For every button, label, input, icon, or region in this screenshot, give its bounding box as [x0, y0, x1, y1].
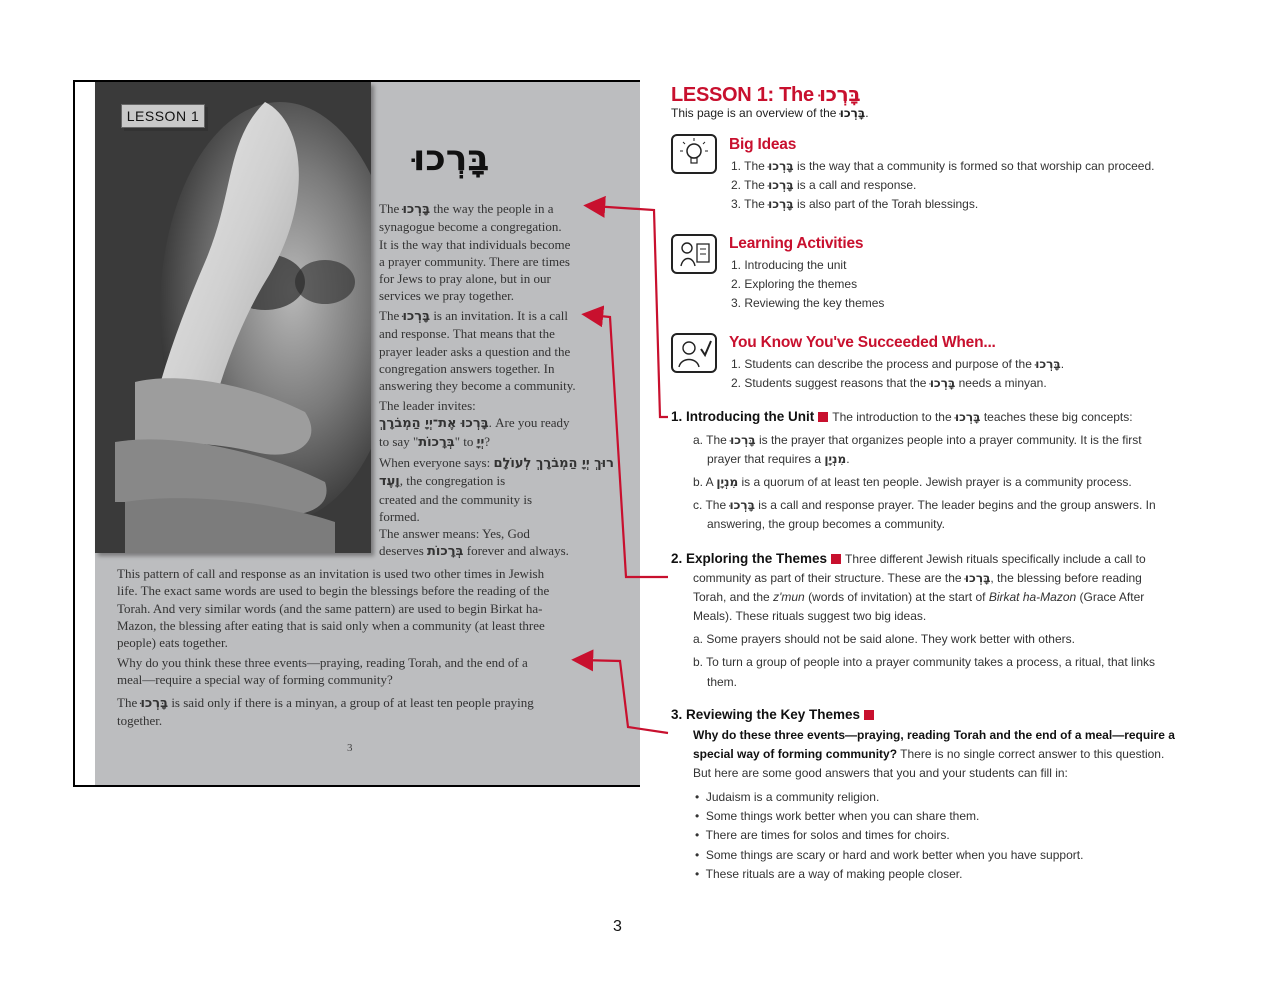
- student-last-paragraph: [117, 694, 534, 730]
- student-paragraph-bottom: [117, 565, 549, 651]
- bullet-icon: [831, 554, 841, 564]
- learning-item: 1. Introducing the unit: [731, 258, 847, 272]
- brachot-word: בְּרָכוֹת: [418, 434, 455, 450]
- barchu-word: בָּרְכוּ: [402, 309, 431, 324]
- forever-text: forever and always.: [466, 543, 569, 559]
- p2-line: congregation answers together. In: [379, 360, 555, 376]
- section-3-question: Why do these three events—praying, reading Torah and the end of a meal—require a: [693, 728, 1175, 742]
- invite-hebrew: בָּרְכוּ אֶת־יְיָ הַמְבֹרָךְ: [379, 416, 489, 432]
- list-item: • Judaism is a community religion.: [695, 790, 880, 804]
- section-2-a: a. Some prayers should not be said alone. They work better with others.: [693, 632, 1075, 646]
- big-idea-item: 1. The בָּרְכוּ is the way that a community is formed so that worship can proceed.: [731, 159, 1155, 173]
- student-page-number: 3: [347, 742, 353, 754]
- bullet-icon: [818, 412, 828, 422]
- answer-means: The answer means: Yes, God: [379, 526, 530, 541]
- section-3-title: 3. Reviewing the Key Themes: [671, 707, 861, 722]
- big-idea-item: 3. The בָּרְכוּ is also part of the Torah blessings.: [731, 197, 979, 211]
- section-1-b: b. A מִנְיָן is a quorum of at least ten people. Jewish prayer is a community process.: [693, 475, 1132, 489]
- activity-icon: [671, 234, 717, 274]
- why-line: Why do you think these three events—praying, reading Torah, and the end of a: [117, 655, 528, 670]
- bullet-icon: [864, 710, 874, 720]
- word-the: The: [379, 308, 400, 323]
- section-3-intro: But here are some good answers that you and your students can fill in:: [693, 766, 1068, 780]
- lesson-title: [671, 82, 860, 107]
- why-line: meal—require a special way of forming community?: [117, 672, 393, 688]
- list-item: • There are times for solos and times for choirs.: [695, 828, 950, 842]
- success-icon: [671, 333, 717, 373]
- big-ideas-heading: Big Ideas: [729, 136, 797, 153]
- lesson-subtitle-hebrew: בָּרְכוּ: [839, 106, 866, 120]
- lightbulb-icon: [671, 134, 717, 174]
- shofar-photo: [95, 82, 371, 553]
- word-the: The: [117, 695, 138, 710]
- formed-line: formed.: [379, 508, 420, 524]
- p2-line: and response. That means that the: [379, 326, 555, 342]
- p2-line: answering they become a community.: [379, 378, 576, 394]
- section-2-line: Meals). These rituals suggest two big ideas.: [693, 609, 927, 623]
- success-item: 1. Students can describe the process and purpose of the בָּרְכוּ.: [731, 357, 1065, 371]
- p1-line: a prayer community. There are times: [379, 253, 570, 269]
- success-item: 2. Students suggest reasons that the בָּרְכוּ needs a minyan.: [731, 376, 1047, 390]
- learning-item: 2. Exploring the themes: [731, 277, 858, 291]
- last-line-2: together.: [117, 713, 163, 729]
- response-hebrew-1: רוּךְ יְיָ הַמְבֹרָךְ לְעוֹלָם וָעֶד: [379, 456, 614, 490]
- last-line: is said only if there is a minyan, a group of at least ten people praying: [171, 695, 534, 710]
- bottom-line: people) eats together.: [117, 635, 228, 651]
- adonai-word: יְיָ: [476, 434, 485, 450]
- list-item: • These rituals are a way of making people closer.: [695, 867, 963, 881]
- shofar-photo-art: [95, 82, 371, 553]
- section-3-heading: [671, 707, 878, 722]
- p1-line: the way the people in a: [433, 201, 554, 216]
- barchu-word: בָּרְכוּ: [402, 202, 431, 217]
- barchu-word: בָּרְכוּ: [140, 696, 169, 711]
- congregation-is: , the congregation is: [399, 473, 506, 489]
- success-heading: You Know You've Succeeded When...: [729, 334, 996, 351]
- p1-line: services we pray together.: [379, 288, 515, 304]
- deserves-word: deserves: [379, 543, 424, 559]
- student-paragraph-2: [379, 307, 576, 394]
- bottom-line: Torah. And very similar words (and the same pattern) are used to begin Birkat ha-: [117, 600, 543, 616]
- section-1-heading: 1. Introducing the Unit The introduction to the בָּרְכוּ teaches these big concepts:: [671, 409, 1133, 424]
- learning-item: 3. Reviewing the key themes: [731, 296, 885, 310]
- when-everyone: When everyone says:: [379, 455, 491, 470]
- section-1-title: 1. Introducing the Unit: [671, 409, 815, 424]
- section-1-a: a. The בָּרְכוּ is the prayer that organizes people into a prayer community. It is the first: [693, 433, 1142, 447]
- bottom-line: life. The exact same words are used to begin the blessings before the reading of the: [117, 583, 550, 599]
- p2-line: prayer leader asks a question and the: [379, 343, 571, 359]
- student-paragraph-1: [379, 200, 570, 305]
- big-hebrew-title: בָּרְכוּ: [413, 138, 490, 179]
- to-word: " to: [454, 433, 474, 449]
- created-line: created and the community is: [379, 491, 533, 507]
- brachot-word: בְּרָכוֹת: [427, 544, 464, 560]
- p1-line: for Jews to pray alone, but in our: [379, 271, 551, 287]
- learning-activities-heading: Learning Activities: [729, 235, 864, 252]
- lesson-title-hebrew: בָּרְכוּ: [819, 82, 861, 106]
- section-2-title: 2. Exploring the Themes: [671, 551, 828, 566]
- bottom-line: Mazon, the blessing after eating that is said only when a community (at least three: [117, 617, 545, 633]
- p2-line: is an invitation. It is a call: [433, 308, 568, 323]
- section-1-a-cont: prayer that requires a מִנְיָן.: [707, 452, 850, 466]
- lesson-subtitle-text: This page is an overview of the: [671, 106, 837, 120]
- to-say: to say ": [379, 433, 419, 449]
- section-2-b: b. To turn a group of people into a prayer community takes a process, a ritual, that links: [693, 655, 1156, 669]
- are-you-ready: . Are you ready: [488, 415, 570, 431]
- student-page: [73, 80, 640, 787]
- p1-line: It is the way that individuals become: [379, 236, 571, 252]
- section-3-question-cont: special way of forming community? There is no single correct answer to this question.: [693, 747, 1165, 761]
- bottom-line: This pattern of call and response as an invitation is used two other times in Jewish: [117, 566, 545, 581]
- leader-invites-block: [379, 397, 570, 451]
- section-2-b-cont: them.: [707, 675, 738, 689]
- section-1-c-cont: answering, the group becomes a community.: [707, 517, 945, 531]
- lesson-title-text: LESSON 1: The: [671, 84, 814, 106]
- section-1-c: c. The בָּרְכוּ is a call and response prayer. The leader begins and the group answers. In: [693, 498, 1156, 512]
- answer-block: [379, 525, 569, 561]
- page-number: 3: [613, 918, 622, 935]
- big-idea-item: 2. The בָּרְכוּ is a call and response.: [731, 178, 917, 192]
- section-2-line: community as part of their structure. These are the בָּרְכוּ, the blessing before reading: [693, 571, 1142, 585]
- list-item: • Some things work better when you can share them.: [695, 809, 980, 823]
- p1-line: synagogue become a congregation.: [379, 219, 562, 235]
- student-question: [117, 654, 528, 689]
- leader-invites-label: The leader invites:: [379, 398, 476, 413]
- section-2-line: Torah, and the z'mun (words of invitation) at the start of Birkat ha-Mazon (Grace After: [693, 590, 1145, 604]
- section-2-heading: 2. Exploring the Themes Three different Jewish rituals specifically include a call to: [671, 551, 1146, 566]
- word-the: The: [379, 201, 400, 216]
- response-block: [379, 454, 638, 525]
- lesson-subtitle: This page is an overview of the בָּרְכוּ.: [671, 106, 869, 120]
- question-mark: ?: [484, 433, 491, 449]
- lesson-tab: LESSON 1: [121, 104, 205, 128]
- list-item: • Some things are scary or hard and work better when you have support.: [695, 848, 1084, 862]
